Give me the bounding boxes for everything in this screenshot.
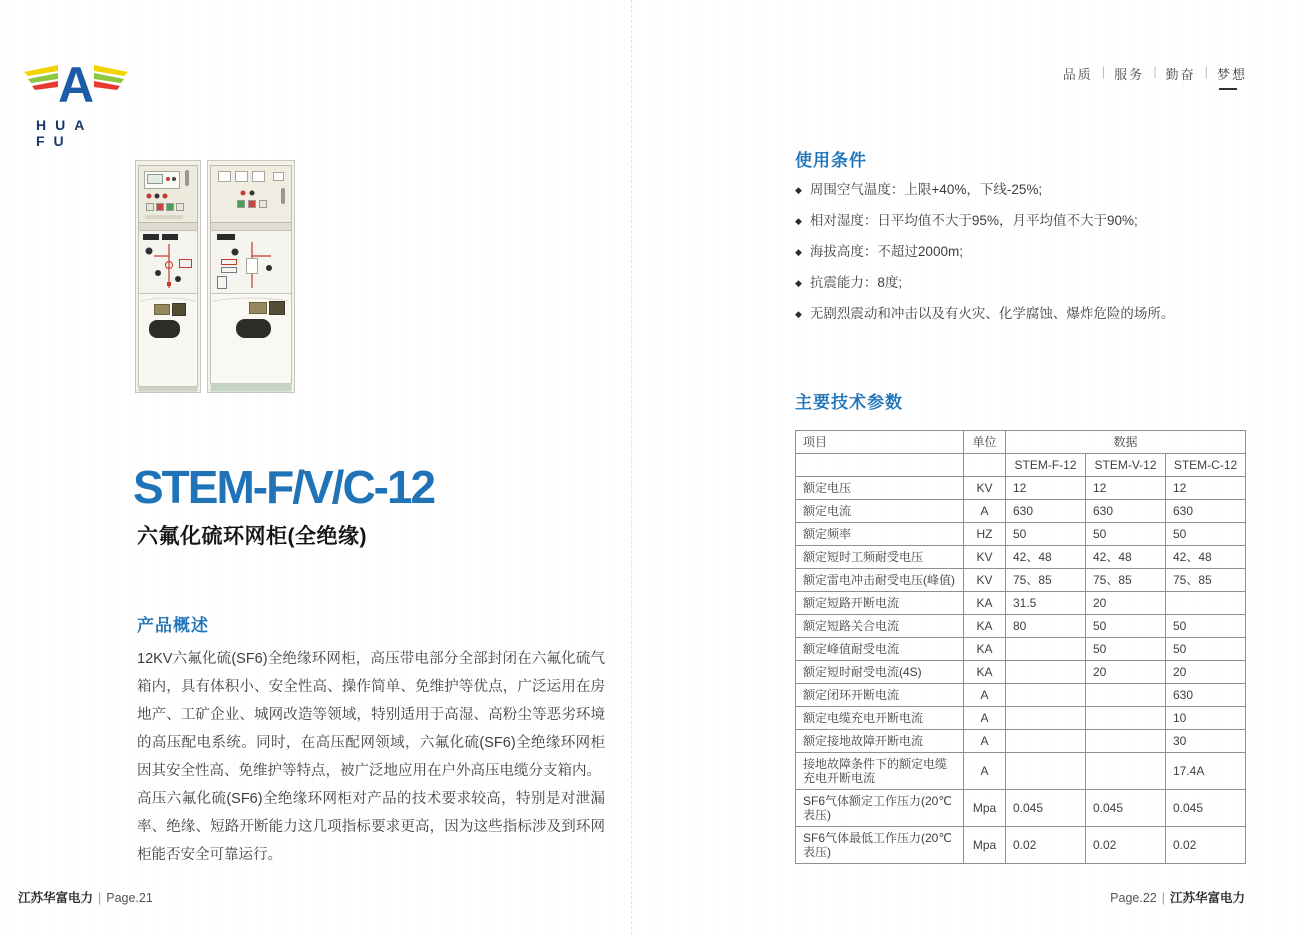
cell-item: SF6气体最低工作压力(20℃表压) [796,827,964,864]
cell-item: 额定峰值耐受电流 [796,638,964,661]
cell-unit: HZ [964,523,1006,546]
model-col-header: STEM-V-12 [1086,454,1166,477]
usage-bullet [795,243,1265,261]
footer-company: 江苏华富电力 [1169,891,1245,905]
cell-value: 20 [1086,592,1166,615]
usage-heading: 使用条件 [795,151,867,170]
cell-value: 12 [1166,477,1246,500]
overview-paragraph: 12KV六氟化硫(SF6)全绝缘环网柜，高压带电部分全部封闭在六氟化硫气箱内，具有体积小、安全性高、操作简单、免维护等优点，广泛运用在房地产、工矿企业、城网改造等领域，特别适用于高湿、高粉尘等恶劣环境的高压配电系统。同时，在高压配网领域，六氟化硫(SF6)全绝缘环网柜因其安全性高、免维护等特点，被广泛地应用在户外高压电缆分支箱内。 [137,651,605,779]
table-row [796,546,1246,569]
cell-item: 接地故障条件下的额定电缆充电开断电流 [796,753,964,790]
cell-value [1006,684,1086,707]
cell-value [1006,638,1086,661]
cell-unit: A [964,500,1006,523]
cell-unit: KA [964,615,1006,638]
table-row [796,827,1246,864]
product-photo-cabinet-2 [207,160,295,393]
cell-value: 75、85 [1006,569,1086,592]
cell-value: 31.5 [1006,592,1086,615]
slogan-separator: | [1101,64,1106,79]
product-title: STEM-F/V/C-12 [133,461,435,513]
cell-unit: A [964,707,1006,730]
cell-value: 30 [1166,730,1246,753]
cell-item: 额定雷电冲击耐受电压(峰值) [796,569,964,592]
cell-item: SF6气体额定工作压力(20℃表压) [796,790,964,827]
cell-value: 42、48 [1166,546,1246,569]
usage-bullet [795,212,1265,230]
usage-bullet [795,274,1265,292]
cell-value: 0.02 [1086,827,1166,864]
cell-value: 50 [1086,615,1166,638]
cell-value: 630 [1166,684,1246,707]
cell-value [1086,730,1166,753]
table-row [796,707,1246,730]
table-header-row [796,431,1246,454]
params-tbody [796,477,1246,864]
cell-item: 额定电压 [796,477,964,500]
table-row [796,638,1246,661]
page-fold-line [631,0,632,934]
cell-item: 额定短路开断电流 [796,592,964,615]
cell-value: 12 [1006,477,1086,500]
bullet-diamond-icon: ◆ [795,216,802,226]
svg-text:A: A [57,57,95,108]
cell-value [1166,592,1246,615]
bullet-diamond-icon: ◆ [795,247,802,257]
table-row [796,661,1246,684]
logo-wings-icon [22,56,130,108]
model-col-header: STEM-F-12 [1006,454,1086,477]
cell-value [1006,753,1086,790]
col-header-item: 项目 [796,431,964,454]
cell-value [1086,707,1166,730]
company-logo [22,56,142,149]
table-row [796,730,1246,753]
slogan-item: 勤奋 [1165,67,1196,82]
table-row [796,684,1246,707]
footer-page-number: Page.22 [1110,891,1157,905]
bullet-diamond-icon: ◆ [795,309,802,319]
table-row [796,477,1246,500]
usage-bullet [795,181,1265,199]
bullet-diamond-icon: ◆ [795,185,802,195]
model-header-row [796,454,1246,477]
footer-divider: | [1161,891,1165,905]
footer-divider: | [98,891,102,905]
empty-cell [796,454,964,477]
cell-unit: KA [964,638,1006,661]
col-header-data: 数据 [1006,431,1246,454]
usage-bullet [795,305,1265,323]
cell-value: 50 [1006,523,1086,546]
bullet-text: 抗震能力：8度; [809,275,903,290]
params-table-wrap [795,430,1246,864]
overview-paragraph: 高压六氟化硫(SF6)全绝缘环网柜对产品的技术要求较高，特别是对泄漏率、绝缘、短路开断能力这几项指标要求更高，因为这些指标涉及到环网柜能否安全可靠运行。 [137,791,605,863]
cell-value: 80 [1006,615,1086,638]
cell-value: 50 [1166,523,1246,546]
table-row [796,753,1246,790]
cell-value: 0.045 [1166,790,1246,827]
cell-value: 12 [1086,477,1166,500]
cell-value: 42、48 [1086,546,1166,569]
col-header-unit: 单位 [964,431,1006,454]
cell-item: 额定闭环开断电流 [796,684,964,707]
bullet-text: 海拔高度：不超过2000m; [809,244,963,259]
cell-value [1086,684,1166,707]
footer-company: 江苏华富电力 [18,891,94,905]
cell-unit: A [964,753,1006,790]
cell-item: 额定电流 [796,500,964,523]
cell-value: 0.045 [1006,790,1086,827]
cell-item: 额定接地故障开断电流 [796,730,964,753]
footer-right [1110,888,1245,906]
cell-unit: KV [964,546,1006,569]
overview-body [137,645,605,869]
cell-value [1006,707,1086,730]
cell-unit: A [964,730,1006,753]
footer-left [18,888,153,906]
slogan-separator: | [1153,64,1157,79]
params-heading: 主要技术参数 [795,393,903,412]
cell-value [1086,753,1166,790]
logo-wordmark: HUA FU [36,117,93,149]
cell-value: 75、85 [1166,569,1246,592]
cell-item: 额定电缆充电开断电流 [796,707,964,730]
cell-item: 额定短时工频耐受电压 [796,546,964,569]
bullet-diamond-icon: ◆ [795,278,802,288]
cell-value: 50 [1086,638,1166,661]
cell-unit: KV [964,569,1006,592]
cell-unit: Mpa [964,790,1006,827]
cell-value: 20 [1166,661,1246,684]
cell-value [1006,730,1086,753]
cell-value: 75、85 [1086,569,1166,592]
cell-value: 50 [1086,523,1166,546]
cell-item: 额定短时耐受电流(4S) [796,661,964,684]
table-row [796,615,1246,638]
table-row [796,790,1246,827]
slogan-item: 服务 [1114,67,1145,82]
cell-item: 额定短路关合电流 [796,615,964,638]
bullet-text: 无剧烈震动和冲击以及有火灾、化学腐蚀、爆炸危险的场所。 [809,306,1175,321]
cell-value [1006,661,1086,684]
cell-value: 17.4A [1166,753,1246,790]
cell-value: 50 [1166,638,1246,661]
cell-value: 0.02 [1006,827,1086,864]
cell-value: 50 [1166,615,1246,638]
cell-value: 10 [1166,707,1246,730]
overview-heading: 产品概述 [137,616,209,635]
cell-unit: KA [964,592,1006,615]
empty-cell [964,454,1006,477]
bullet-text: 相对湿度：日平均值不大于95%，月平均值不大于90%; [809,213,1138,228]
cell-value: 0.02 [1166,827,1246,864]
params-table [795,430,1246,864]
slogan [1054,64,1256,83]
footer-page-number: Page.21 [106,891,153,905]
cell-value: 630 [1166,500,1246,523]
cell-unit: KA [964,661,1006,684]
model-col-header: STEM-C-12 [1166,454,1246,477]
cell-item: 额定频率 [796,523,964,546]
table-row [796,523,1246,546]
cell-value: 42、48 [1006,546,1086,569]
product-subtitle: 六氟化硫环网柜(全绝缘) [137,525,367,548]
bullet-text: 周围空气温度：上限+40%，下线-25%; [809,182,1043,197]
product-photo-cabinet-1 [135,160,201,393]
slogan-item: 梦想 [1208,64,1256,83]
slogan-item: 品质 [1062,67,1093,82]
cell-unit: Mpa [964,827,1006,864]
cell-value: 20 [1086,661,1166,684]
usage-bullets [795,181,1265,336]
cell-value: 630 [1086,500,1166,523]
cell-value: 0.045 [1086,790,1166,827]
cell-unit: KV [964,477,1006,500]
product-photos [135,160,295,393]
table-row [796,592,1246,615]
table-row [796,569,1246,592]
slogan-separator: | [1204,64,1208,79]
cell-value: 630 [1006,500,1086,523]
cell-unit: A [964,684,1006,707]
table-row [796,500,1246,523]
